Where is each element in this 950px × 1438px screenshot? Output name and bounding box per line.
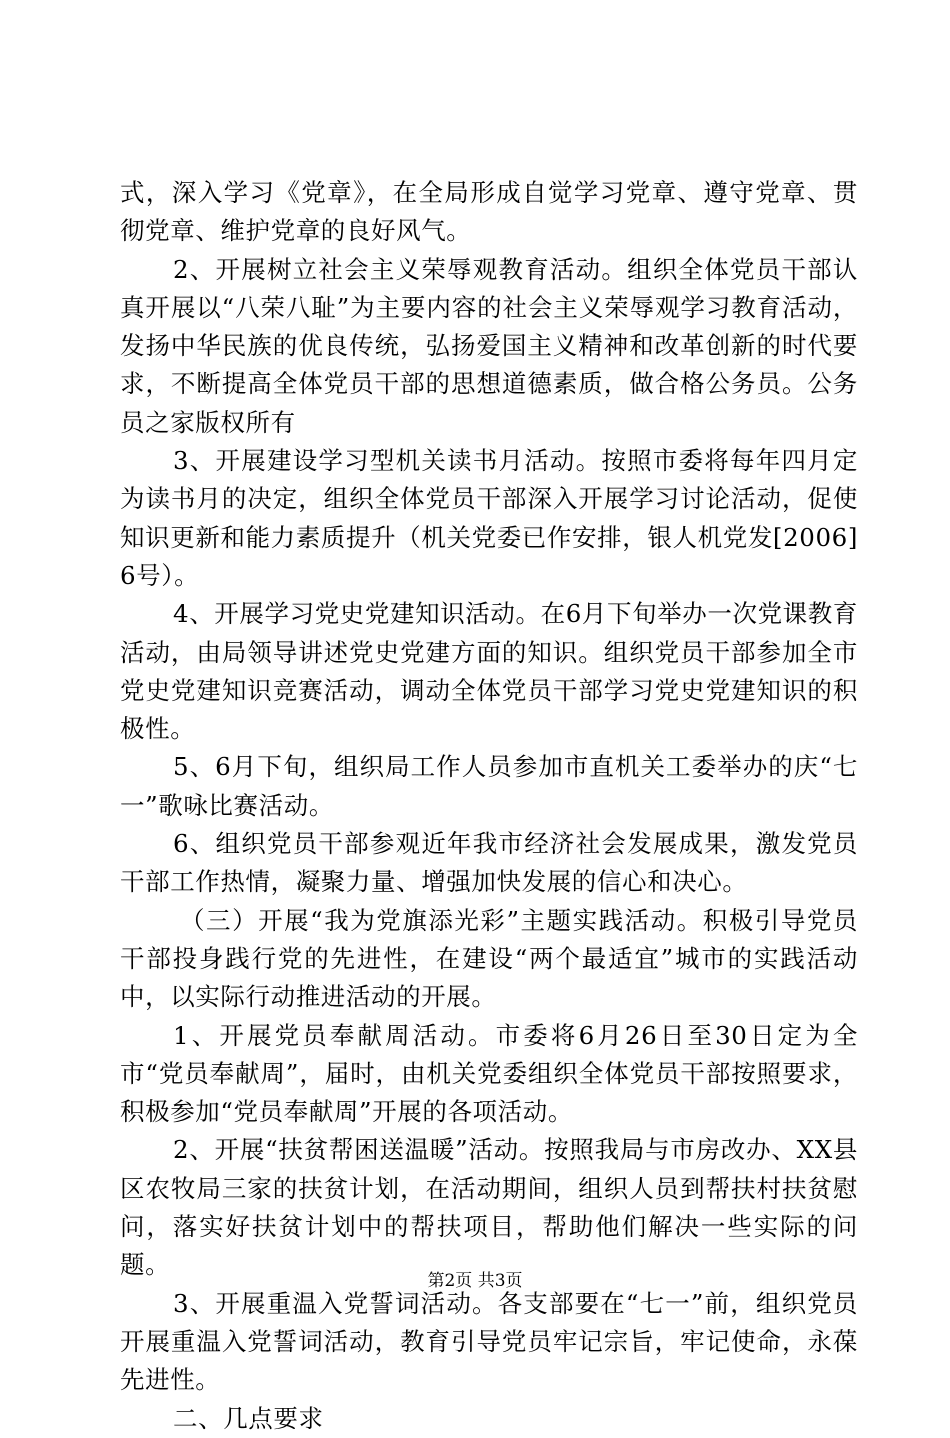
paragraph-continuation-party-constitution: 式，深入学习《党章》，在全局形成自觉学习党章、遵守党章、贯彻党章、维护党章的良好风气。	[120, 178, 858, 246]
paragraph-poverty-relief: 2、开展“扶贫帮困送温暖”活动。按照我局与市房改办、XX县区农牧局三家的扶贫计划，在活动期间，组织人员到帮扶村扶贫慰问，落实好扶贫计划中的帮扶项目，帮助他们解决一些实际的问题。	[120, 1135, 858, 1280]
paragraph-honor-disgrace-education: 2、开展树立社会主义荣辱观教育活动。组织全体党员干部认真开展以“八荣八耻”为主要内容的社会主义荣辱观学习教育活动，发扬中华民族的优良传统，弘扬爱国主义精神和改革创新的时代要求，不断提高全体党员干部的思想道德素质，做合格公务员。公务员之家版权所有	[120, 254, 858, 437]
paragraph-development-visit: 6、组织党员干部参观近年我市经济社会发展成果，激发党员干部工作热情，凝聚力量、增强加快发展的信心和决心。	[120, 829, 858, 897]
paragraph-dedication-week: 1、开展党员奉献周活动。市委将6月26日至30日定为全市“党员奉献周”，届时，由机关党委组织全体党员干部按照要求，积极参加“党员奉献周”开展的各项活动。	[120, 1020, 858, 1127]
paragraph-reading-month: 3、开展建设学习型机关读书月活动。按照市委将每年四月定为读书月的决定，组织全体党员干部深入开展学习讨论活动，促使知识更新和能力素质提升（机关党委已作安排，银人机党发[2006]6号）。	[120, 446, 858, 590]
page-footer: 第2页 共3页	[427, 1271, 523, 1291]
paragraph-party-history-study: 4、开展学习党史党建知识活动。在6月下旬举办一次党课教育活动，由局领导讲述党史党建方面的知识。组织党员干部参加全市党史党建知识竞赛活动，调动全体党员干部学习党史党建知识的积极性。	[120, 599, 858, 744]
paragraph-oath-review: 3、开展重温入党誓词活动。各支部要在“七一”前，组织党员开展重温入党誓词活动，教育引导党员牢记宗旨，牢记使命，永葆先进性。	[120, 1288, 858, 1395]
paragraph-singing-contest: 5、6月下旬，组织局工作人员参加市直机关工委举办的庆“七一”歌咏比赛活动。	[120, 752, 858, 820]
paragraph-section-three-heading: （三）开展“我为党旗添光彩”主题实践活动。积极引导党员干部投身践行党的先进性，在建设“两个最适宜”城市的实践活动中，以实际行动推进活动的开展。	[120, 905, 858, 1012]
document-body	[120, 174, 858, 1438]
section-heading-requirements: 二、几点要求	[173, 1403, 324, 1433]
